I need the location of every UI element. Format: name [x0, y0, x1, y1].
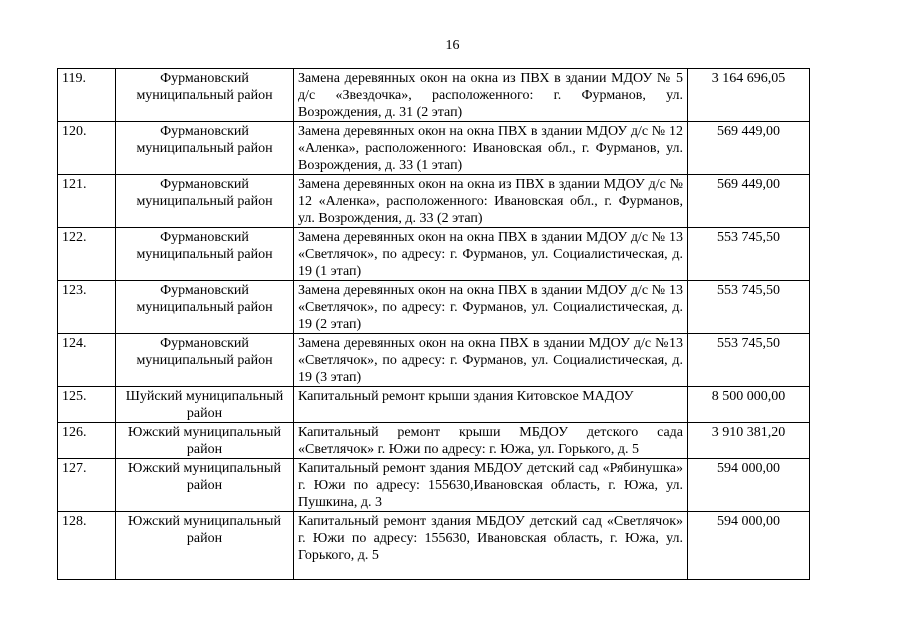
description-cell: Замена деревянных окон на окна ПВХ в здании МДОУ д/с №13 «Светлячок», по адресу: г. Фурманов, ул. Социалистическая, д. 19 (3 этап) — [294, 334, 688, 387]
table-row — [58, 459, 810, 512]
amount-cell: 569 449,00 — [688, 175, 810, 228]
description-cell: Замена деревянных окон на окна из ПВХ в здании МДОУ д/с № 12 «Аленка», расположенного: Ивановская обл., г. Фурманов, ул. Возрождения, д. 33 (2 этап) — [294, 175, 688, 228]
amount-cell: 3 910 381,20 — [688, 423, 810, 459]
row-number: 126. — [58, 423, 116, 459]
description-cell: Замена деревянных окон на окна ПВХ в здании МДОУ д/с № 12 «Аленка», расположенного: Ивановская обл., г. Фурманов, ул. Возрождения, д. 33 (1 этап) — [294, 122, 688, 175]
district-cell: Фурмановский муниципальный район — [116, 122, 294, 175]
row-number: 123. — [58, 281, 116, 334]
row-number: 122. — [58, 228, 116, 281]
row-number: 120. — [58, 122, 116, 175]
row-number: 125. — [58, 387, 116, 423]
table-row — [58, 387, 810, 423]
table-row — [58, 122, 810, 175]
table-row — [58, 512, 810, 580]
description-cell: Капитальный ремонт крыши МБДОУ детского сада «Светлячок» г. Южи по адресу: г. Южа, ул. Горького, д. 5 — [294, 423, 688, 459]
table-row — [58, 423, 810, 459]
description-cell: Капитальный ремонт крыши здания Китовское МАДОУ — [294, 387, 688, 423]
amount-cell: 3 164 696,05 — [688, 69, 810, 122]
amount-cell: 8 500 000,00 — [688, 387, 810, 423]
amount-cell: 594 000,00 — [688, 459, 810, 512]
row-number: 128. — [58, 512, 116, 580]
district-cell: Фурмановский муниципальный район — [116, 69, 294, 122]
description-cell: Капитальный ремонт здания МБДОУ детский сад «Светлячок» г. Южи по адресу: 155630, Ивановская область, г. Южа, ул. Горького, д. 5 — [294, 512, 688, 580]
amount-cell: 553 745,50 — [688, 334, 810, 387]
row-number: 127. — [58, 459, 116, 512]
amount-cell: 553 745,50 — [688, 281, 810, 334]
district-cell: Южский муниципальный район — [116, 459, 294, 512]
district-cell: Шуйский муниципальный район — [116, 387, 294, 423]
amount-cell: 553 745,50 — [688, 228, 810, 281]
funding-table — [57, 68, 810, 580]
page-number: 16 — [445, 38, 460, 53]
district-cell: Южский муниципальный район — [116, 512, 294, 580]
row-number: 119. — [58, 69, 116, 122]
table-row — [58, 281, 810, 334]
description-cell: Замена деревянных окон на окна из ПВХ в здании МДОУ № 5 д/с «Звездочка», расположенного: г. Фурманов, ул. Возрождения, д. 31 (2 этап) — [294, 69, 688, 122]
description-cell: Капитальный ремонт здания МБДОУ детский сад «Рябинушка» г. Южи по адресу: 155630,Ивановская область, г. Южа, ул. Пушкина, д. 3 — [294, 459, 688, 512]
table-row — [58, 69, 810, 122]
district-cell: Южский муниципальный район — [116, 423, 294, 459]
row-number: 124. — [58, 334, 116, 387]
table-row — [58, 334, 810, 387]
district-cell: Фурмановский муниципальный район — [116, 228, 294, 281]
table-row — [58, 175, 810, 228]
description-cell: Замена деревянных окон на окна ПВХ в здании МДОУ д/с № 13 «Светлячок», по адресу: г. Фурманов, ул. Социалистическая, д. 19 (2 этап) — [294, 281, 688, 334]
table-row — [58, 228, 810, 281]
amount-cell: 569 449,00 — [688, 122, 810, 175]
district-cell: Фурмановский муниципальный район — [116, 281, 294, 334]
amount-cell: 594 000,00 — [688, 512, 810, 580]
description-cell: Замена деревянных окон на окна ПВХ в здании МДОУ д/с № 13 «Светлячок», по адресу: г. Фурманов, ул. Социалистическая, д. 19 (1 этап) — [294, 228, 688, 281]
row-number: 121. — [58, 175, 116, 228]
district-cell: Фурмановский муниципальный район — [116, 175, 294, 228]
district-cell: Фурмановский муниципальный район — [116, 334, 294, 387]
